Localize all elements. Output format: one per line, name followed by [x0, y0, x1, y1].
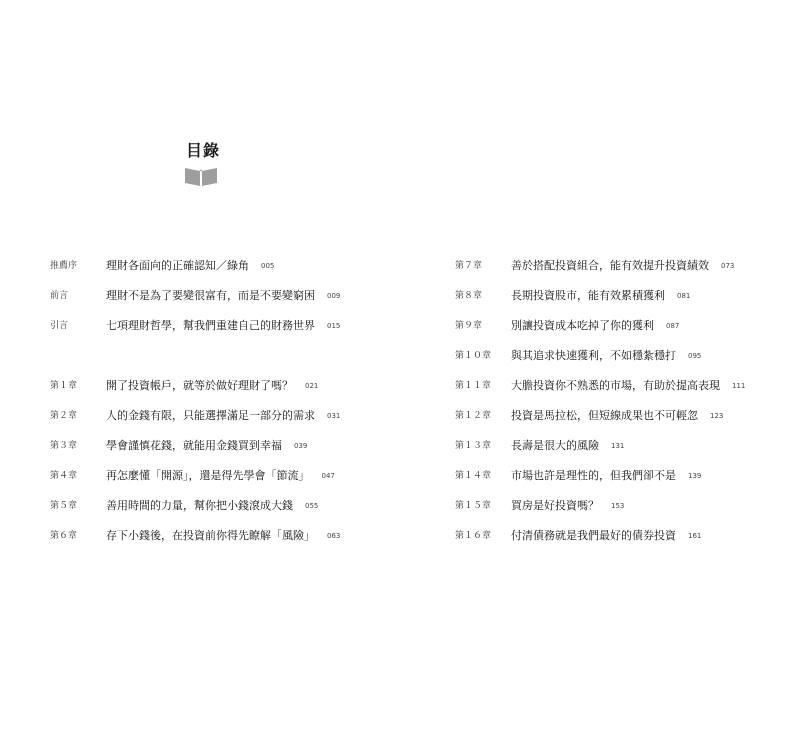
toc-entry[interactable]	[50, 288, 410, 318]
entry-page: 021	[305, 382, 319, 390]
entry-label: 第１３章	[455, 441, 492, 451]
entry-page: 081	[677, 292, 691, 300]
entry-title: 與其追求快速獲利，不如穩紮穩打	[511, 349, 676, 362]
entry-title: 投資是馬拉松，但短線成果也不可輕忽	[511, 409, 698, 422]
entry-label: 前言	[50, 291, 69, 301]
entry-label: 第９章	[455, 321, 483, 331]
entry-page: 153	[611, 502, 625, 510]
entry-title: 善用時間的力量，幫你把小錢滾成大錢	[106, 499, 293, 512]
entry-title: 開了投資帳戶，就等於做好理財了嗎？	[106, 379, 293, 392]
entry-label: 引言	[50, 321, 69, 331]
toc-entry[interactable]	[50, 378, 410, 408]
entry-title: 再怎麼懂「開源」，還是得先學會「節流」	[106, 469, 310, 482]
toc-entry[interactable]	[50, 438, 410, 468]
toc-entry[interactable]	[455, 348, 775, 378]
entry-label: 第７章	[455, 261, 483, 271]
entry-label: 第１４章	[455, 471, 492, 481]
toc-entry[interactable]	[455, 288, 775, 318]
entry-label: 第１６章	[455, 531, 492, 541]
toc-entry[interactable]	[50, 468, 410, 498]
entry-title: 學會謹慎花錢，就能用金錢買到幸福	[106, 439, 282, 452]
toc-entry[interactable]	[50, 498, 410, 528]
toc-entry[interactable]	[50, 318, 410, 348]
entry-page: 047	[321, 472, 335, 480]
section-gap	[50, 348, 410, 378]
entry-title: 理財各面向的正確認知／綠角	[106, 259, 249, 272]
entry-page: 031	[327, 412, 341, 420]
entry-page: 131	[611, 442, 625, 450]
entry-page: 009	[327, 292, 341, 300]
toc-title: 目錄	[186, 141, 221, 160]
entry-page: 073	[721, 262, 735, 270]
entry-title: 別讓投資成本吃掉了你的獲利	[511, 319, 654, 332]
entry-page: 123	[710, 412, 724, 420]
toc-entry[interactable]	[455, 498, 775, 528]
entry-title: 大膽投資你不熟悉的市場，有助於提高表現	[511, 379, 720, 392]
entry-title: 付清債務就是我們最好的債券投資	[511, 529, 676, 542]
entry-page: 055	[305, 502, 319, 510]
entry-label: 第４章	[50, 471, 78, 481]
entry-page: 139	[688, 472, 702, 480]
toc-entry[interactable]	[455, 408, 775, 438]
entry-label: 第１５章	[455, 501, 492, 511]
entry-label: 第３章	[50, 441, 78, 451]
entry-title: 人的金錢有限，只能選擇滿足一部分的需求	[106, 409, 315, 422]
toc-entry[interactable]	[455, 468, 775, 498]
entry-label: 第１章	[50, 381, 78, 391]
entry-label: 第１２章	[455, 411, 492, 421]
toc-entry[interactable]	[455, 378, 775, 408]
entry-title: 存下小錢後，在投資前你得先瞭解「風險」	[106, 529, 315, 542]
entry-label: 推薦序	[50, 261, 78, 271]
toc-entry[interactable]	[50, 408, 410, 438]
entry-title: 理財不是為了要變很富有，而是不要變窮困	[106, 289, 315, 302]
toc-right-column	[455, 258, 775, 558]
entry-label: 第６章	[50, 531, 78, 541]
entry-page: 095	[688, 352, 702, 360]
toc-entry[interactable]	[455, 528, 775, 558]
entry-page: 087	[666, 322, 680, 330]
entry-title: 市場也許是理性的，但我們卻不是	[511, 469, 676, 482]
toc-left-column	[50, 258, 410, 558]
entry-label: 第８章	[455, 291, 483, 301]
toc-entry[interactable]	[455, 318, 775, 348]
entry-title: 長壽是很大的風險	[511, 439, 599, 452]
open-book-icon	[184, 165, 218, 187]
entry-title: 長期投資股市，能有效累積獲利	[511, 289, 665, 302]
entry-label: 第１１章	[455, 381, 492, 391]
entry-title: 善於搭配投資組合，能有效提升投資績效	[511, 259, 709, 272]
entry-page: 111	[732, 382, 746, 390]
toc-entry[interactable]	[455, 258, 775, 288]
entry-title: 買房是好投資嗎？	[511, 499, 599, 512]
entry-page: 063	[327, 532, 341, 540]
toc-entry[interactable]	[50, 528, 410, 558]
entry-page: 015	[327, 322, 341, 330]
entry-label: 第１０章	[455, 351, 492, 361]
entry-page: 005	[261, 262, 275, 270]
entry-label: 第５章	[50, 501, 78, 511]
toc-entry[interactable]	[455, 438, 775, 468]
entry-title: 七項理財哲學，幫我們重建自己的財務世界	[106, 319, 315, 332]
entry-page: 039	[294, 442, 308, 450]
entry-label: 第２章	[50, 411, 78, 421]
toc-entry[interactable]	[50, 258, 410, 288]
entry-page: 161	[688, 532, 702, 540]
